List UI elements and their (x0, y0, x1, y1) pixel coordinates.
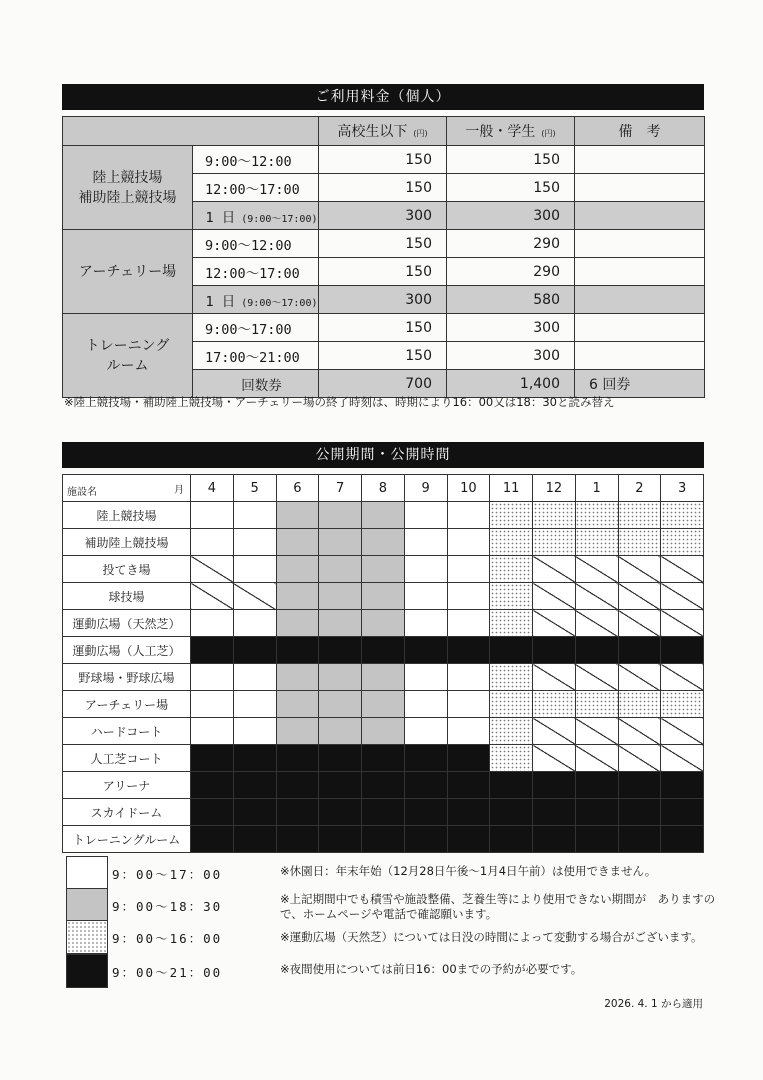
month-header: 9 (404, 475, 447, 502)
legend-swatch (66, 954, 108, 988)
schedule-cell (618, 664, 661, 691)
schedule-cell (362, 718, 405, 745)
general-fee: 290 (447, 230, 575, 258)
schedule-cell (233, 637, 276, 664)
general-fee: 150 (447, 174, 575, 202)
month-header: 8 (362, 475, 405, 502)
time-label: 12:00〜17:00 (205, 181, 300, 198)
facility-row (63, 637, 704, 664)
schedule-cell (661, 502, 704, 529)
student-fee: 150 (319, 230, 447, 258)
schedule-grid (62, 474, 704, 853)
schedule-cell (319, 610, 362, 637)
schedule-cell (533, 610, 576, 637)
schedule-cell (191, 664, 234, 691)
time-label: 1 日 (205, 293, 236, 310)
schedule-cell (276, 610, 319, 637)
time-label: 9:00〜17:00 (205, 321, 292, 338)
schedule-cell (490, 745, 533, 772)
schedule-cell (533, 556, 576, 583)
schedule-cell (618, 772, 661, 799)
legend-note: ※夜間使用については前日16：00までの予約が必要です。 (280, 962, 583, 976)
facility-name-line: 陸上競技場 (92, 169, 163, 186)
schedule-cell (447, 664, 490, 691)
schedule-cell (319, 799, 362, 826)
legend-time: 9：00〜17：00 (112, 867, 223, 882)
time-label: 9:00〜12:00 (205, 153, 292, 170)
header-student-unit: (円) (413, 129, 428, 138)
schedule-cell (233, 826, 276, 853)
facility-row (63, 664, 704, 691)
student-fee: 300 (319, 286, 447, 314)
schedule-cell (362, 691, 405, 718)
facility-row (63, 610, 704, 637)
time-label: 17:00〜21:00 (205, 349, 300, 366)
schedule-cell (362, 556, 405, 583)
time-label: 1 日 (205, 209, 236, 226)
schedule-cell (490, 718, 533, 745)
schedule-cell (533, 718, 576, 745)
schedule-cell (447, 799, 490, 826)
student-fee: 300 (319, 202, 447, 230)
remarks-cell (575, 314, 705, 342)
schedule-cell (276, 826, 319, 853)
schedule-cell (618, 556, 661, 583)
general-fee: 300 (447, 202, 575, 230)
schedule-cell (276, 583, 319, 610)
schedule-cell (362, 529, 405, 556)
legend-time: 9：00〜21：00 (112, 965, 223, 980)
schedule-cell (404, 691, 447, 718)
schedule-cell (319, 691, 362, 718)
schedule-cell (490, 799, 533, 826)
general-fee: 300 (447, 342, 575, 370)
month-header: 3 (661, 475, 704, 502)
general-fee: 1,400 (447, 370, 575, 398)
time-slot (193, 174, 319, 202)
header-student-label: 高校生以下 (337, 124, 408, 140)
student-fee: 150 (319, 314, 447, 342)
schedule-cell (362, 664, 405, 691)
time-sub: (9:00〜17:00) (235, 213, 318, 225)
schedule-cell (362, 745, 405, 772)
remarks-cell (575, 174, 705, 202)
schedule-cell (191, 772, 234, 799)
grid-corner (63, 475, 191, 502)
student-fee: 150 (319, 258, 447, 286)
fee-title: ご利用料金（個人） (62, 84, 704, 110)
schedule-cell (191, 502, 234, 529)
schedule-cell (661, 826, 704, 853)
facility-name: 補助陸上競技場 (63, 529, 191, 556)
applied-date: 2026. 4. 1 から適用 (604, 998, 703, 1010)
schedule-cell (490, 583, 533, 610)
facility-name: アーチェリー場 (63, 691, 191, 718)
schedule-cell (191, 637, 234, 664)
schedule-cell (490, 826, 533, 853)
schedule-cell (575, 502, 618, 529)
schedule-cell (276, 772, 319, 799)
schedule-cell (533, 691, 576, 718)
schedule-cell (575, 799, 618, 826)
schedule-cell (319, 583, 362, 610)
remarks-cell (575, 258, 705, 286)
month-header: 6 (276, 475, 319, 502)
schedule-cell (404, 745, 447, 772)
header-general-label: 一般・学生 (465, 124, 536, 140)
schedule-cell (404, 502, 447, 529)
time-slot (193, 230, 319, 258)
facility-name-line: アーチェリー場 (78, 263, 177, 280)
schedule-cell (191, 583, 234, 610)
schedule-cell (618, 799, 661, 826)
facility-name-line: 補助陸上競技場 (78, 189, 177, 206)
general-fee: 290 (447, 258, 575, 286)
facility-group-name (63, 314, 193, 398)
time-label: 9:00〜12:00 (205, 237, 292, 254)
schedule-cell (233, 556, 276, 583)
schedule-cell (661, 637, 704, 664)
facility-row (63, 691, 704, 718)
month-header: 10 (447, 475, 490, 502)
time-slot (193, 342, 319, 370)
schedule-cell (618, 583, 661, 610)
schedule-cell (276, 502, 319, 529)
facility-name: スカイドーム (63, 799, 191, 826)
schedule-cell (575, 772, 618, 799)
schedule-cell (233, 718, 276, 745)
schedule-cell (575, 610, 618, 637)
schedule-cell (191, 529, 234, 556)
schedule-cell (661, 745, 704, 772)
schedule-cell (575, 664, 618, 691)
schedule-cell (661, 799, 704, 826)
fee-footnote: ※陸上競技場・補助陸上競技場・アーチェリー場の終了時刻は、時期により16：00又は18：30と読み替え (64, 395, 615, 409)
remarks-cell: 6 回券 (575, 370, 705, 398)
schedule-cell (661, 610, 704, 637)
schedule-cell (575, 745, 618, 772)
schedule-cell (533, 664, 576, 691)
fee-header-row (63, 117, 705, 146)
schedule-cell (362, 772, 405, 799)
schedule-cell (319, 745, 362, 772)
schedule-cell (191, 826, 234, 853)
time-slot (193, 146, 319, 174)
schedule-cell (362, 610, 405, 637)
student-fee: 150 (319, 342, 447, 370)
header-remarks: 備 考 (575, 117, 705, 146)
schedule-cell (575, 556, 618, 583)
remarks-cell (575, 146, 705, 174)
schedule-cell (233, 610, 276, 637)
month-header: 1 (575, 475, 618, 502)
schedule-cell (319, 556, 362, 583)
schedule-cell (233, 664, 276, 691)
time-sub: (9:00〜17:00) (235, 297, 318, 309)
schedule-cell (447, 745, 490, 772)
schedule-cell (233, 529, 276, 556)
month-header: 7 (319, 475, 362, 502)
schedule-cell (276, 799, 319, 826)
schedule-cell (276, 691, 319, 718)
fee-row (63, 314, 705, 342)
schedule-cell (447, 610, 490, 637)
schedule-cell (661, 529, 704, 556)
facility-row (63, 502, 704, 529)
legend-time: 9：00〜18：30 (112, 899, 223, 914)
schedule-cell (618, 691, 661, 718)
facility-row (63, 826, 704, 853)
student-fee: 700 (319, 370, 447, 398)
month-header: 4 (191, 475, 234, 502)
facility-row (63, 556, 704, 583)
schedule-cell (447, 529, 490, 556)
schedule-cell (404, 664, 447, 691)
schedule-cell (276, 529, 319, 556)
schedule-cell (276, 745, 319, 772)
schedule-cell (661, 691, 704, 718)
schedule-cell (404, 826, 447, 853)
schedule-cell (233, 583, 276, 610)
schedule-cell (661, 718, 704, 745)
schedule-cell (490, 691, 533, 718)
schedule-cell (447, 637, 490, 664)
time-label: 12:00〜17:00 (205, 265, 300, 282)
schedule-cell (618, 745, 661, 772)
general-fee: 300 (447, 314, 575, 342)
facility-row (63, 772, 704, 799)
legend-note: ※運動広場（天然芝）については日没の時間によって変動する場合がございます。 (280, 930, 703, 944)
schedule-cell (533, 583, 576, 610)
schedule-cell (490, 529, 533, 556)
legend-swatch (66, 888, 108, 922)
schedule-cell (276, 718, 319, 745)
schedule-cell (362, 799, 405, 826)
schedule-cell (575, 826, 618, 853)
schedule-cell (276, 664, 319, 691)
time-slot (193, 314, 319, 342)
facility-group-name (63, 230, 193, 314)
schedule-cell (661, 583, 704, 610)
schedule-cell (233, 745, 276, 772)
facility-name: 球技場 (63, 583, 191, 610)
legend-note: ※上記期間中でも積雪や施設整備、芝養生等により使用できない期間が ありますので、ホームページや電話で確認願います。 (280, 892, 716, 921)
schedule-cell (233, 799, 276, 826)
schedule-cell (404, 799, 447, 826)
schedule-cell (490, 610, 533, 637)
schedule-cell (490, 502, 533, 529)
schedule-cell (447, 583, 490, 610)
schedule-cell (661, 772, 704, 799)
student-fee: 150 (319, 174, 447, 202)
schedule-cell (404, 610, 447, 637)
schedule-cell (575, 583, 618, 610)
schedule-cell (533, 637, 576, 664)
schedule-cell (447, 772, 490, 799)
schedule-cell (276, 637, 319, 664)
fee-table (62, 116, 705, 398)
header-general (447, 117, 575, 146)
month-header: 2 (618, 475, 661, 502)
schedule-cell (404, 637, 447, 664)
fee-row (63, 230, 705, 258)
student-fee: 150 (319, 146, 447, 174)
schedule-cell (362, 637, 405, 664)
schedule-cell (533, 502, 576, 529)
facility-name-line: ルーム (106, 357, 149, 374)
schedule-cell (362, 502, 405, 529)
corner-facility-label: 施設名 (67, 487, 97, 498)
schedule-cell (533, 772, 576, 799)
schedule-cell (490, 556, 533, 583)
schedule-cell (404, 529, 447, 556)
general-fee: 580 (447, 286, 575, 314)
schedule-cell (191, 745, 234, 772)
schedule-cell (276, 556, 319, 583)
schedule-cell (618, 610, 661, 637)
schedule-cell (447, 691, 490, 718)
facility-name-line: トレーニング (85, 337, 170, 354)
schedule-cell (191, 718, 234, 745)
fee-header-blank (63, 117, 319, 146)
schedule-cell (661, 664, 704, 691)
facility-name: 運動広場（天然芝） (63, 610, 191, 637)
schedule-cell (447, 718, 490, 745)
schedule-cell (319, 664, 362, 691)
schedule-cell (191, 556, 234, 583)
time-slot (193, 286, 319, 314)
schedule-cell (575, 718, 618, 745)
legend-swatch (66, 920, 108, 954)
schedule-cell (447, 502, 490, 529)
general-fee: 150 (447, 146, 575, 174)
schedule-cell (490, 772, 533, 799)
schedule-cell (490, 637, 533, 664)
facility-name: 投てき場 (63, 556, 191, 583)
remarks-cell (575, 202, 705, 230)
time-slot (193, 258, 319, 286)
schedule-cell (362, 826, 405, 853)
remarks-cell (575, 286, 705, 314)
time-slot (193, 202, 319, 230)
month-header: 12 (533, 475, 576, 502)
schedule-title: 公開期間・公開時間 (62, 442, 704, 468)
facility-name: 陸上競技場 (63, 502, 191, 529)
schedule-cell (447, 556, 490, 583)
schedule-cell (233, 502, 276, 529)
schedule-cell (618, 718, 661, 745)
schedule-cell (661, 556, 704, 583)
legend-swatch (66, 856, 108, 890)
schedule-cell (447, 826, 490, 853)
facility-name: 野球場・野球広場 (63, 664, 191, 691)
corner-month-label: 月 (174, 485, 184, 496)
facility-group-name (63, 146, 193, 230)
schedule-cell (404, 718, 447, 745)
header-student (319, 117, 447, 146)
schedule-cell (191, 799, 234, 826)
facility-name: ハードコート (63, 718, 191, 745)
facility-row (63, 745, 704, 772)
remarks-cell (575, 230, 705, 258)
month-header: 11 (490, 475, 533, 502)
schedule-cell (233, 772, 276, 799)
facility-name: トレーニングルーム (63, 826, 191, 853)
schedule-cell (319, 637, 362, 664)
schedule-cell (618, 637, 661, 664)
schedule-cell (319, 529, 362, 556)
facility-name: 人工芝コート (63, 745, 191, 772)
schedule-cell (533, 826, 576, 853)
schedule-cell (233, 691, 276, 718)
schedule-cell (319, 718, 362, 745)
month-header: 5 (233, 475, 276, 502)
schedule-cell (404, 772, 447, 799)
schedule-cell (533, 799, 576, 826)
facility-row (63, 529, 704, 556)
facility-row (63, 718, 704, 745)
facility-name: アリーナ (63, 772, 191, 799)
fee-row (63, 146, 705, 174)
schedule-cell (404, 583, 447, 610)
schedule-cell (191, 610, 234, 637)
facility-name: 運動広場（人工芝） (63, 637, 191, 664)
schedule-cell (490, 664, 533, 691)
legend-time: 9：00〜16：00 (112, 931, 223, 946)
schedule-cell (533, 745, 576, 772)
header-general-unit: (円) (541, 129, 556, 138)
facility-row (63, 583, 704, 610)
schedule-cell (191, 691, 234, 718)
month-header-row (63, 475, 704, 502)
time-label: 回数券 (241, 377, 282, 394)
schedule-cell (319, 502, 362, 529)
schedule-cell (319, 772, 362, 799)
schedule-cell (618, 502, 661, 529)
schedule-cell (362, 583, 405, 610)
schedule-cell (404, 556, 447, 583)
schedule-cell (618, 826, 661, 853)
schedule-cell (319, 826, 362, 853)
legend-note: ※休園日：年末年始（12月28日午後〜1月4日午前）は使用できません。 (280, 864, 657, 878)
facility-row (63, 799, 704, 826)
schedule-cell (618, 529, 661, 556)
remarks-cell (575, 342, 705, 370)
schedule-cell (575, 691, 618, 718)
schedule-cell (575, 529, 618, 556)
schedule-cell (575, 637, 618, 664)
schedule-cell (533, 529, 576, 556)
